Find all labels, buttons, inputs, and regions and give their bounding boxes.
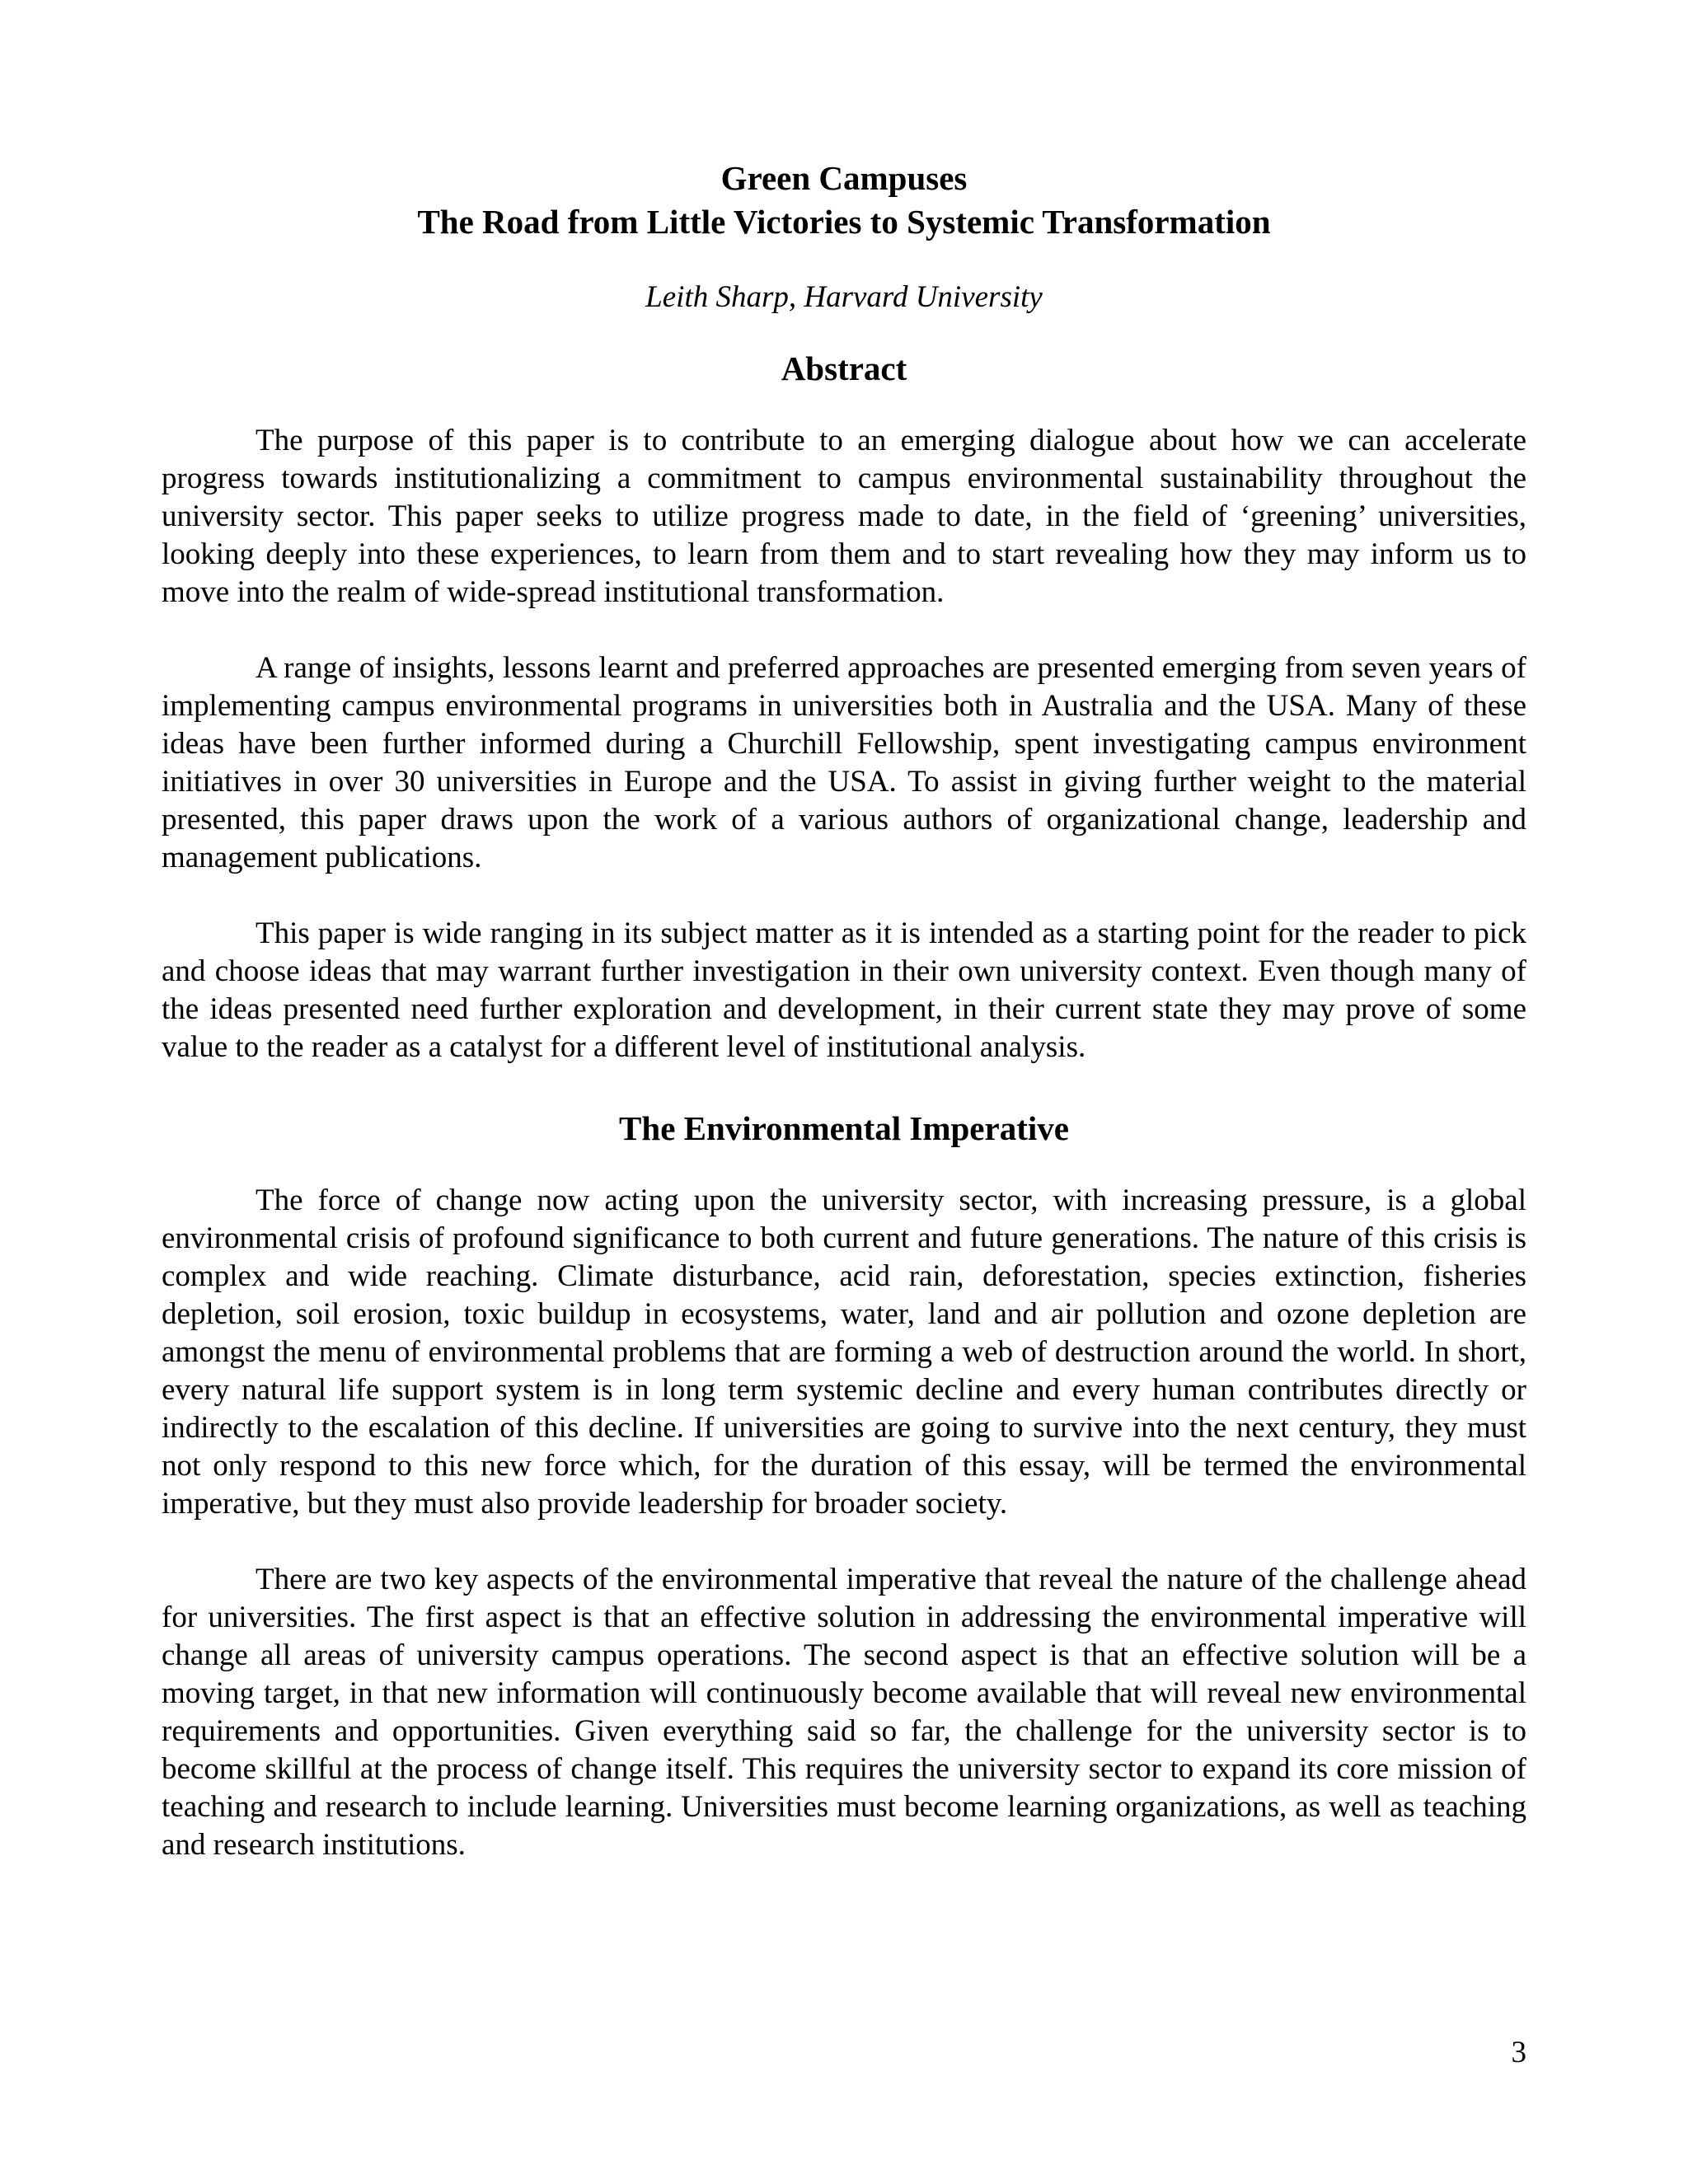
abstract-heading: Abstract [781,349,907,387]
abstract-paragraph-3: This paper is wide ranging in its subject matter as it is intended as a starting point for the reader to pick and choose ideas that may warrant further investigation in their own university context. Even though many of the ideas presented need further exploration and development, in their current state they may prove of some value to the reader as a catalyst for a different level of institutional analysis. [162,916,1526,1064]
title-line-1: Green Campuses [720,159,968,197]
section-paragraph-2: There are two key aspects of the environmental imperative that reveal the nature of the challenge ahead for universities. The first aspect is that an effective solution in addressing the environmental imperative will change all areas of university campus operations. The second aspect is that an effective solution will be a moving target, in that new information will continuously become available that will reveal new environmental requirements and opportunities. Given everything said so far, the challenge for the university sector is to become skillful at the process of change itself. This requires the university sector to expand its core mission of teaching and research to include learning. Universities must become learning organizations, as well as teaching and research institutions. [162,1563,1526,1862]
author-line: Leith Sharp, Harvard University [645,280,1043,314]
abstract-paragraph-1: The purpose of this paper is to contribute to an emerging dialogue about how we can accelerate progress towards institutionalizing a commitment to campus environmental sustainability throughout the university sector. This paper seeks to utilize progress made to date, in the field of ‘greening’ universities, looking deeply into these experiences, to learn from them and to start revealing how they may inform us to move into the realm of wide-spread institutional transformation. [162,424,1526,609]
document-title [162,157,1526,244]
document-page [162,157,1526,1864]
abstract-paragraph-2: A range of insights, lessons learnt and preferred approaches are presented emerging from seven years of implementing campus environmental programs in universities both in Australia and the USA. Many of these ideas have been further informed during a Churchill Fellowship, spent investigating campus environment initiatives in over 30 universities in Europe and the USA. To assist in giving further weight to the material presented, this paper draws upon the work of a various authors of organizational change, leadership and management publications. [162,651,1526,874]
page-number: 3 [1511,2036,1526,2069]
section-heading-environmental-imperative: The Environmental Imperative [619,1109,1069,1147]
section-paragraph-1: The force of change now acting upon the university sector, with increasing pressure, is a global environmental crisis of profound significance to both current and future generations. The nature of this crisis is complex and wide reaching. Climate disturbance, acid rain, deforestation, species extinction, fisheries depletion, soil erosion, toxic buildup in ecosystems, water, land and air pollution and ozone depletion are amongst the menu of environmental problems that are forming a web of destruction around the world. In short, every natural life support system is in long term systemic decline and every human contributes directly or indirectly to the escalation of this decline. If universities are going to survive into the next century, they must not only respond to this new force which, for the duration of this essay, will be termed the environmental imperative, but they must also provide leadership for broader society. [162,1183,1526,1521]
title-line-2: The Road from Little Victories to Systemic Transformation [417,203,1271,241]
